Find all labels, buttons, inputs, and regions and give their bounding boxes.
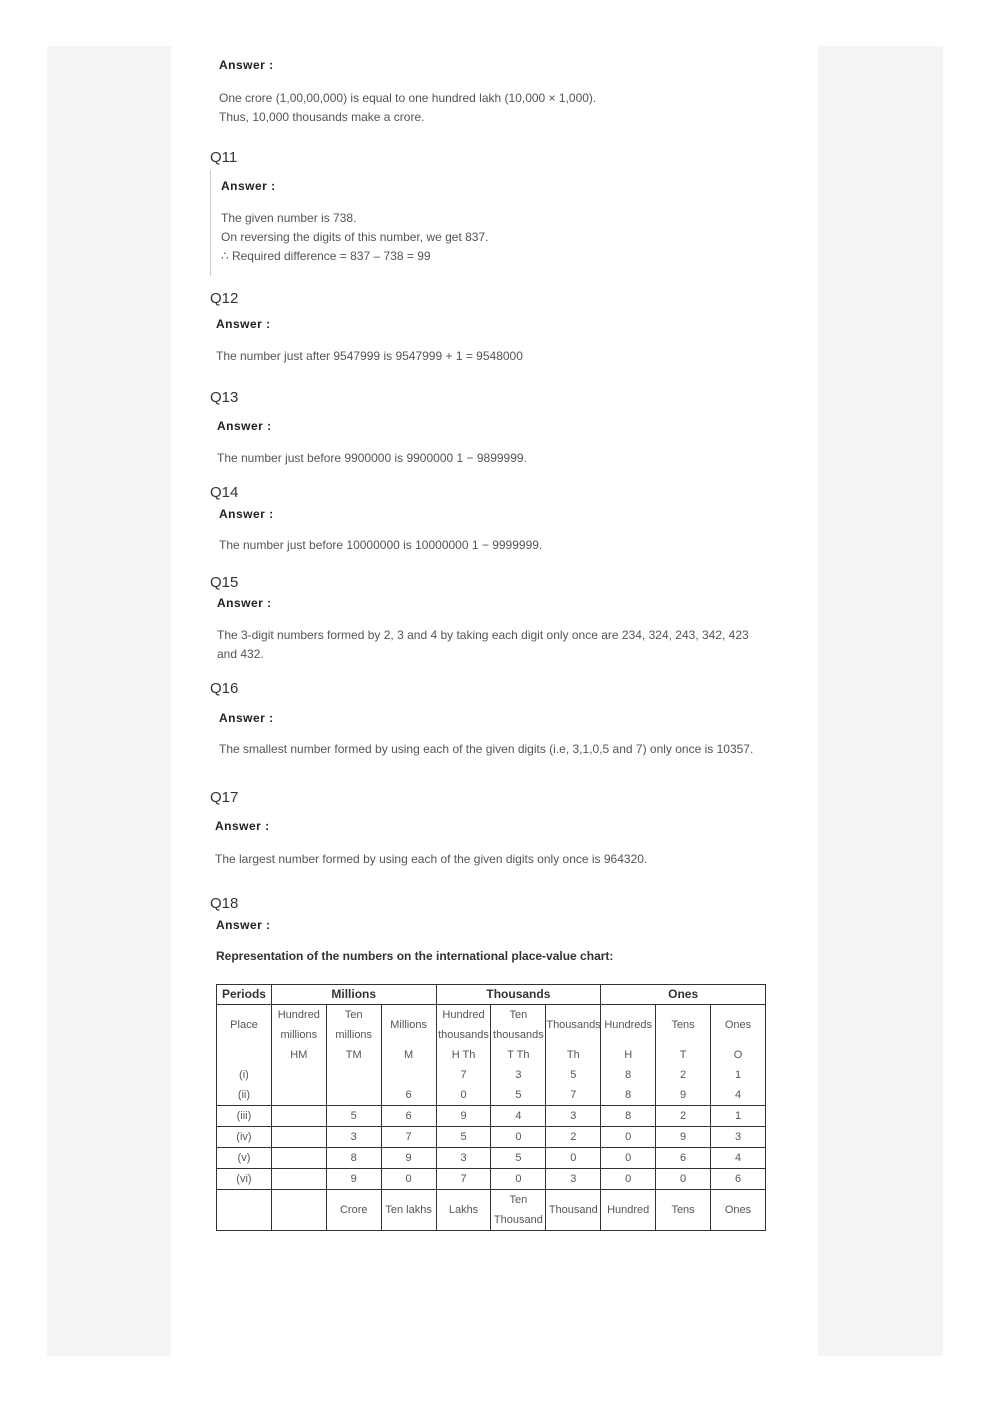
table-cell: O — [711, 1045, 766, 1065]
answer-label: Answer : — [216, 918, 271, 932]
question-title-q12: Q12 — [210, 290, 239, 307]
table-cell: 3 — [711, 1127, 766, 1148]
table-cell: 6 — [381, 1085, 436, 1106]
table-cell: 3 — [436, 1148, 491, 1169]
table-cell: H Th — [436, 1045, 491, 1065]
table-cell: 0 — [491, 1169, 546, 1190]
table-cell: Thousand — [546, 1190, 601, 1231]
answer-label: Answer : — [221, 179, 276, 193]
table-cell: Ones — [711, 1005, 766, 1046]
table-cell: Hundreds — [601, 1005, 656, 1046]
table-cell: 2 — [656, 1106, 711, 1127]
table-cell: Tens — [656, 1005, 711, 1046]
table-cell: 6 — [656, 1148, 711, 1169]
table-cell: Ten Thousand — [491, 1190, 546, 1231]
table-cell: 0 — [656, 1169, 711, 1190]
answer-text-line: The number just before 9900000 is 9900000 1 − 9899999. — [217, 451, 527, 465]
table-cell: 7 — [381, 1127, 436, 1148]
place-value-chart — [216, 984, 766, 1231]
left-margin — [47, 46, 171, 1356]
question-title-q17: Q17 — [210, 789, 239, 806]
table-cell: T — [656, 1045, 711, 1065]
table-cell: Th — [546, 1045, 601, 1065]
answer-text-line: The 3-digit numbers formed by 2, 3 and 4 by taking each digit only once are 234, 324, 243, 342, 423 — [217, 628, 749, 642]
table-cell: 0 — [491, 1127, 546, 1148]
table-cell: Lakhs — [436, 1190, 491, 1231]
answer-label: Answer : — [219, 711, 274, 725]
table-cell: 8 — [601, 1065, 656, 1085]
table-cell: Crore — [326, 1190, 381, 1231]
table-cell: Place — [217, 1005, 272, 1046]
table-cell — [271, 1190, 326, 1231]
answer-text-line: One crore (1,00,00,000) is equal to one hundred lakh (10,000 × 1,000). — [219, 91, 597, 105]
quote-bar — [210, 170, 211, 276]
table-cell: 9 — [436, 1106, 491, 1127]
table-cell: 5 — [436, 1127, 491, 1148]
table-cell: 7 — [436, 1065, 491, 1085]
table-cell: (v) — [217, 1148, 272, 1169]
table-cell — [271, 1169, 326, 1190]
table-cell: Hundred — [601, 1190, 656, 1231]
table-cell — [217, 1045, 272, 1065]
table-cell: Tens — [656, 1190, 711, 1231]
table-cell — [271, 1085, 326, 1106]
table-cell: Ones — [711, 1190, 766, 1231]
answer-text-line: The smallest number formed by using each of the given digits (i.e, 3,1,0,5 and 7) only once is 10357. — [219, 742, 754, 756]
question-title-q15: Q15 — [210, 574, 239, 591]
table-row — [217, 1005, 766, 1046]
table-cell — [326, 1065, 381, 1085]
table-cell: 9 — [381, 1148, 436, 1169]
answer-label: Answer : — [216, 317, 271, 331]
table-row — [217, 1169, 766, 1190]
table-cell: 6 — [381, 1106, 436, 1127]
table-cell: 0 — [601, 1127, 656, 1148]
question-title-q13: Q13 — [210, 389, 239, 406]
table-row — [217, 1127, 766, 1148]
table-cell: 3 — [546, 1169, 601, 1190]
answer-label: Answer : — [219, 58, 274, 72]
table-cell: 3 — [326, 1127, 381, 1148]
table-cell: Millions — [381, 1005, 436, 1046]
table-cell: Thousands — [546, 1005, 601, 1046]
table-cell: Thousands — [436, 985, 601, 1005]
table-cell — [217, 1190, 272, 1231]
question-title-q11: Q11 — [210, 149, 238, 166]
table-cell: Ones — [601, 985, 766, 1005]
table-cell: Hundred thousands — [436, 1005, 491, 1046]
table-cell: Ten millions — [326, 1005, 381, 1046]
table-cell — [271, 1106, 326, 1127]
answer-label: Answer : — [217, 596, 272, 610]
table-cell: T Th — [491, 1045, 546, 1065]
question-title-q18: Q18 — [210, 895, 239, 912]
answer-text-line: On reversing the digits of this number, we get 837. — [221, 230, 489, 244]
table-cell: 3 — [546, 1106, 601, 1127]
table-cell: 0 — [381, 1169, 436, 1190]
table-cell: Ten lakhs — [381, 1190, 436, 1231]
answer-text-line: The largest number formed by using each of the given digits only once is 964320. — [215, 852, 648, 866]
answer-text-line: Thus, 10,000 thousands make a crore. — [219, 110, 425, 124]
table-cell: 4 — [711, 1148, 766, 1169]
table-cell — [271, 1148, 326, 1169]
table-row — [217, 985, 766, 1005]
table-cell: 8 — [601, 1085, 656, 1106]
table-cell: 9 — [326, 1169, 381, 1190]
table-cell: 2 — [546, 1127, 601, 1148]
table-cell: Ten thousands — [491, 1005, 546, 1046]
table-cell — [326, 1085, 381, 1106]
table-cell: 0 — [546, 1148, 601, 1169]
table-cell: 5 — [491, 1148, 546, 1169]
table-cell: 0 — [436, 1085, 491, 1106]
table-cell: Millions — [271, 985, 436, 1005]
table-cell: 9 — [656, 1085, 711, 1106]
table-cell: 6 — [711, 1169, 766, 1190]
table-cell: 7 — [436, 1169, 491, 1190]
table-cell: 4 — [491, 1106, 546, 1127]
table-cell: 8 — [326, 1148, 381, 1169]
table-cell: 0 — [601, 1148, 656, 1169]
answer-text-line: The number just after 9547999 is 9547999 + 1 = 9548000 — [216, 349, 523, 363]
table-cell: 1 — [711, 1065, 766, 1085]
table-caption: Representation of the numbers on the international place-value chart: — [216, 949, 614, 963]
answer-label: Answer : — [217, 419, 272, 433]
table-cell — [271, 1127, 326, 1148]
table-cell: Periods — [217, 985, 272, 1005]
table-cell: 7 — [546, 1085, 601, 1106]
table-row — [217, 1085, 766, 1106]
table-cell: 5 — [491, 1085, 546, 1106]
table-cell: M — [381, 1045, 436, 1065]
table-cell: Hundred millions — [271, 1005, 326, 1046]
answer-text-line: The given number is 738. — [221, 211, 357, 225]
table-cell: 8 — [601, 1106, 656, 1127]
table-row — [217, 1065, 766, 1085]
table-cell — [271, 1065, 326, 1085]
table-cell: 2 — [656, 1065, 711, 1085]
table-cell: 1 — [711, 1106, 766, 1127]
table-cell: TM — [326, 1045, 381, 1065]
table-cell: (iv) — [217, 1127, 272, 1148]
table-row — [217, 1190, 766, 1231]
table-cell: (vi) — [217, 1169, 272, 1190]
table-cell — [381, 1065, 436, 1085]
table-row — [217, 1148, 766, 1169]
table-row — [217, 1106, 766, 1127]
table-row — [217, 1045, 766, 1065]
answer-text-line: and 432. — [217, 647, 264, 661]
table-cell: 0 — [601, 1169, 656, 1190]
table-cell: HM — [271, 1045, 326, 1065]
table-cell: (i) — [217, 1065, 272, 1085]
table-cell: (ii) — [217, 1085, 272, 1106]
right-margin — [818, 46, 943, 1356]
table-cell: H — [601, 1045, 656, 1065]
table-cell: 5 — [546, 1065, 601, 1085]
question-title-q16: Q16 — [210, 680, 239, 697]
answer-text-line: ∴ Required difference = 837 – 738 = 99 — [221, 249, 431, 263]
answer-label: Answer : — [215, 819, 270, 833]
question-title-q14: Q14 — [210, 484, 239, 501]
table-cell: 3 — [491, 1065, 546, 1085]
table-cell: 9 — [656, 1127, 711, 1148]
answer-text-line: The number just before 10000000 is 10000000 1 − 9999999. — [219, 538, 543, 552]
answer-label: Answer : — [219, 507, 274, 521]
table-cell: 4 — [711, 1085, 766, 1106]
table-cell: 5 — [326, 1106, 381, 1127]
table-cell: (iii) — [217, 1106, 272, 1127]
